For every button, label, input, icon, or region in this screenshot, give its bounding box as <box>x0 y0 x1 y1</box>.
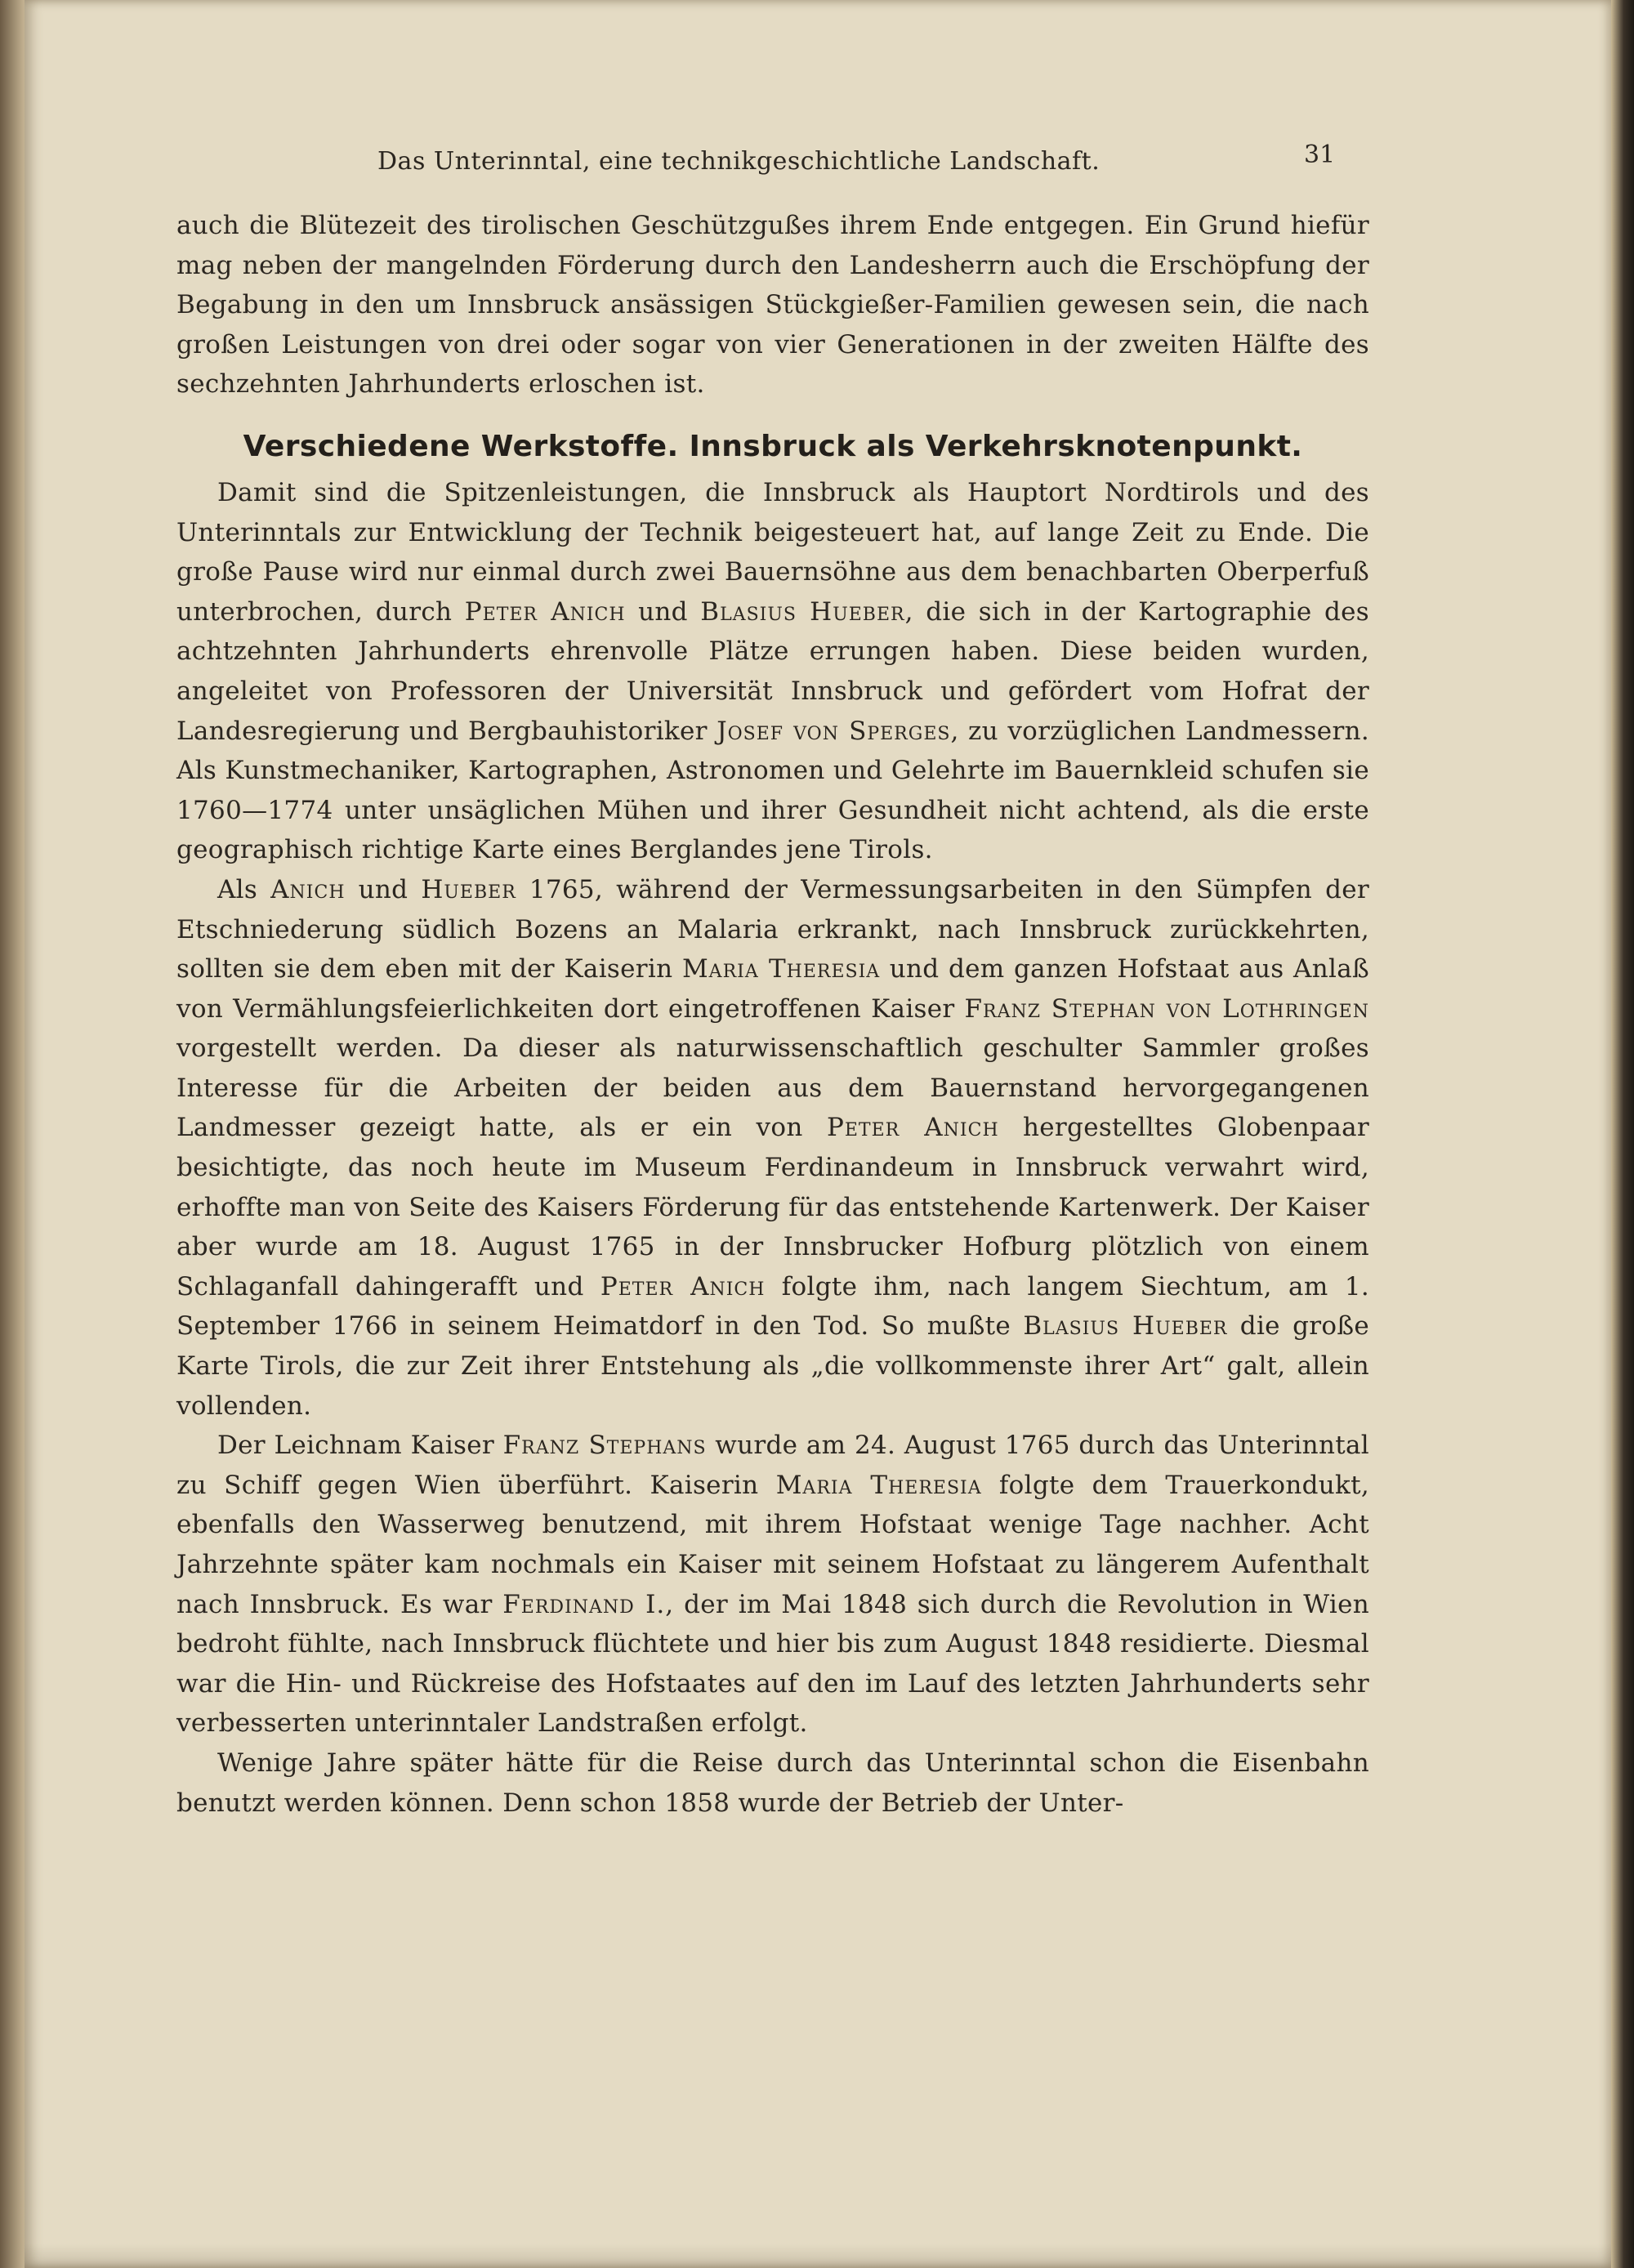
scan-edge-right <box>1611 0 1634 2268</box>
person-name: Josef von Sperges <box>717 716 951 746</box>
text-run: , die sich in der Kartographie des achtzehnten Jahrhunderts ehrenvolle Plätze errungen haben. Diese beiden wurden, angeleitet von Professoren der Universität Innsbruck und gefördert vom Hofrat der Landesregierung und Bergbauhistoriker <box>176 596 1370 746</box>
book-page <box>25 0 1611 2268</box>
person-name: Franz Stephans <box>502 1431 707 1461</box>
person-name: Peter Anich <box>600 1271 766 1301</box>
person-name: Blasius Hueber <box>1023 1311 1228 1342</box>
text-run: 1765, während der Vermessungsarbeiten in den Sümpfen der Etschniederung südlich Bozens an Malaria erkrankt, nach Innsbruck zurückkehrten, sollten sie dem eben mit der Kaiserin <box>176 874 1370 984</box>
text-run: wurde am 24. August 1765 durch das Unterinntal zu Schiff gegen Wien überführt. Kaiserin <box>176 1431 1369 1500</box>
text-run: folgte dem Trauerkondukt, ebenfalls den Wasserweg benutzend, mit ihrem Hofstaat wenige Tage nachher. Acht Jahrzehnte später kam nochmals ein Kaiser mit seinem Hofstaat zu längerem Aufenthalt nach Innsbruck. Es war <box>176 1470 1370 1619</box>
text-run: Damit sind die Spitzenleistungen, die Innsbruck als Hauptort Nordtirols und des Unterinntals zur Entwicklung der Technik beigesteuert hat, auf lange Zeit zu Ende. Die große Pause wird nur einmal durch zwei Bauernsöhne aus dem benachbarten Oberperfuß unterbrochen, durch <box>176 477 1369 627</box>
paragraph-4 <box>176 1426 1369 1743</box>
body-text <box>176 206 1369 1823</box>
text-run: , zu vorzüglichen Landmessern. Als Kunstmechaniker, Kartographen, Astronomen und Gelehrte im Bauernkleid schufen sie 1760—1774 unter unsäglichen Mühen und ihrer Gesundheit nicht achtend, als die erste geographisch richtige Karte eines Berglandes jene Tirols. <box>176 716 1369 865</box>
person-name: Peter Anich <box>464 596 626 627</box>
paragraph-5-text: Wenige Jahre später hätte für die Reise durch das Unterinntal schon die Eisenbahn benutzt werden können. Denn schon 1858 wurde der Betrieb der Unter- <box>176 1748 1369 1818</box>
person-name: Anich <box>270 874 346 904</box>
text-run: Als <box>217 874 271 904</box>
person-name: Blasius Hueber <box>700 596 905 627</box>
text-run: , der im Mai 1848 sich durch die Revolution in Wien bedroht fühlte, nach Innsbruck flüchtete und hier bis zum August 1848 residierte. Diesmal war die Hin- und Rückreise des Hofstaates auf den im Lauf des letzten Jahrhunderts sehr verbesserten unterinntaler Landstraßen erfolgt. <box>176 1589 1369 1739</box>
text-run: und <box>345 874 422 904</box>
person-name: Ferdinand I. <box>502 1589 666 1619</box>
person-name: Peter Anich <box>826 1113 999 1143</box>
paragraph-1-text: auch die Blütezeit des tirolischen Geschützgußes ihrem Ende entgegen. Ein Grund hiefür mag neben der mangelnden Förderung durch den Landesherrn auch die Erschöpfung der Begabung in den um Innsbruck ansässigen Stückgießer-Familien gewesen sein, die nach großen Leistungen von drei oder sogar von vier Generationen in der zweiten Hälfte des sechzehnten Jahrhunderts erloschen ist. <box>176 211 1369 400</box>
running-title: Das Unterinntal, eine technikgeschichtliche Landschaft. <box>377 147 1100 176</box>
text-run: die große Karte Tirols, die zur Zeit ihrer Entstehung als „die vollkommenste ihrer Art“ galt, allein vollenden. <box>176 1311 1369 1421</box>
person-name: Maria Theresia <box>775 1470 982 1500</box>
paragraph-1 <box>176 206 1369 404</box>
person-name: Maria Theresia <box>681 954 881 984</box>
paragraph-5 <box>176 1743 1369 1823</box>
page-bottom-shadow <box>25 2243 1611 2268</box>
page-number: 31 <box>1304 141 1336 169</box>
section-heading: Verschiedene Werkstoffe. Innsbruck als Verkehrsknotenpunkt. <box>243 429 1303 463</box>
paragraph-3 <box>176 870 1369 1426</box>
running-head <box>25 141 1611 190</box>
text-run: und dem ganzen Hofstaat aus Anlaß von Vermählungsfeierlichkeiten dort eingetroffenen Kaiser <box>176 954 1369 1024</box>
person-name: Hueber <box>421 874 516 904</box>
text-run: und <box>625 596 701 627</box>
text-run: hergestelltes Globenpaar besichtigte, das noch heute im Museum Ferdinandeum in Innsbruck verwahrt wird, erhoffte man von Seite des Kaisers Förderung für das entstehende Kartenwerk. Der Kaiser aber wurde am 18. August 1765 in der Innsbrucker Hofburg plötzlich von einem Schlaganfall dahingerafft und <box>176 1113 1370 1301</box>
paragraph-2 <box>176 473 1369 870</box>
text-run: vorgestellt werden. Da dieser als naturwissenschaftlich geschulter Sammler großes Interesse für die Arbeiten der beiden aus dem Bauernstand hervorgegangenen Landmesser gezeigt hatte, als er ein von <box>176 1034 1369 1143</box>
text-run: folgte ihm, nach langem Siechtum, am 1. September 1766 in seinem Heimatdorf in den Tod. So mußte <box>176 1271 1369 1342</box>
person-name: Franz Stephan von Lothringen <box>964 993 1369 1024</box>
text-run: Der Leichnam Kaiser <box>217 1431 503 1461</box>
